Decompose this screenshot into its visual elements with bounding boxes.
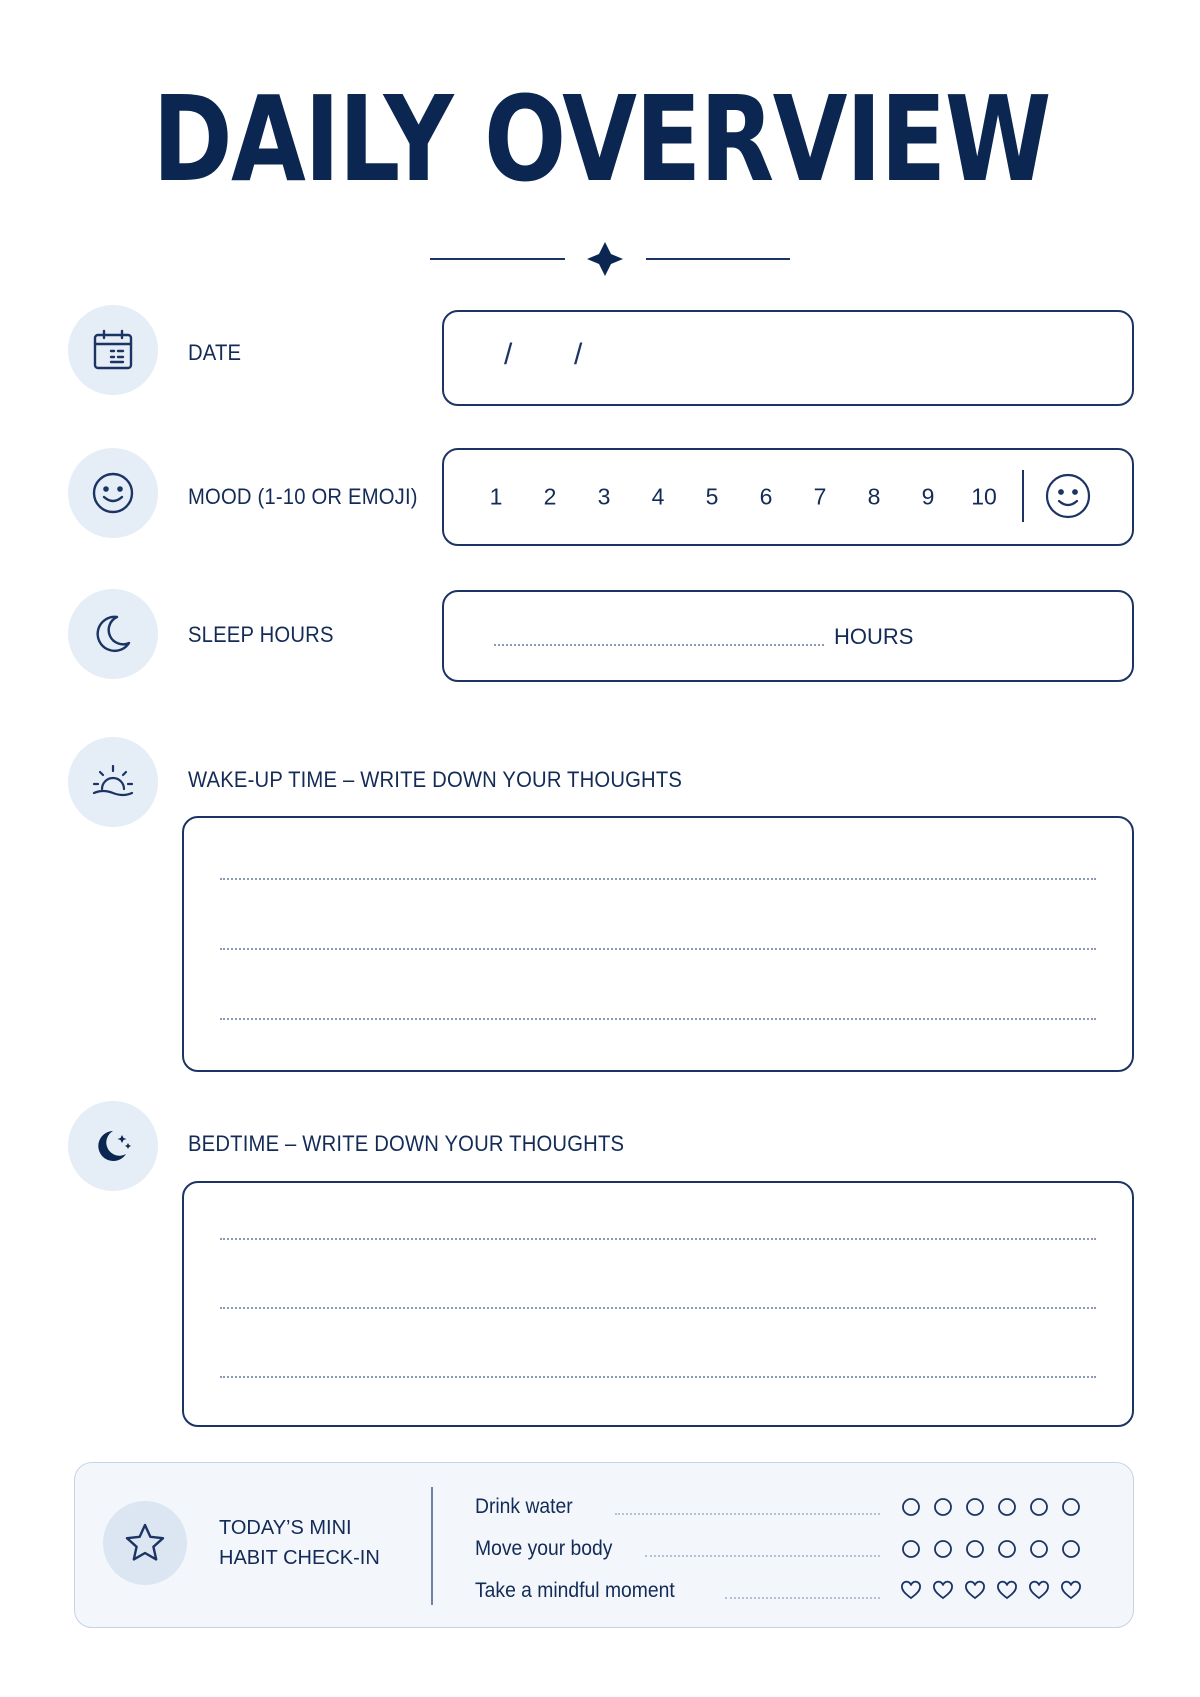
habit-name: Drink water — [475, 1495, 573, 1518]
habit-leader-dots — [645, 1555, 880, 1557]
habit-leader-dots — [615, 1513, 880, 1515]
wake-label: WAKE-UP TIME – WRITE DOWN YOUR THOUGHTS — [188, 767, 683, 792]
circle-checkbox[interactable] — [1060, 1496, 1082, 1518]
writing-line — [220, 1238, 1096, 1240]
date-label: DATE — [188, 340, 242, 365]
mood-option[interactable]: 7 — [813, 483, 827, 510]
moon-stars-icon — [68, 1101, 158, 1191]
bedtime-label: BEDTIME – WRITE DOWN YOUR THOUGHTS — [188, 1131, 625, 1156]
habit-checkboxes — [900, 1538, 1082, 1560]
circle-checkbox[interactable] — [996, 1538, 1018, 1560]
habit-separator — [431, 1487, 433, 1605]
heart-icon[interactable] — [1060, 1580, 1082, 1602]
circle-checkbox[interactable] — [964, 1496, 986, 1518]
smiley-icon[interactable] — [1044, 472, 1092, 520]
mood-option[interactable]: 5 — [705, 483, 719, 510]
circle-checkbox[interactable] — [1028, 1496, 1050, 1518]
mood-option[interactable]: 8 — [867, 483, 881, 510]
mood-field[interactable] — [442, 448, 1134, 546]
mood-scale — [444, 450, 1132, 544]
habit-checkin-panel — [74, 1462, 1134, 1628]
crescent-moon-icon — [68, 589, 158, 679]
habit-name: Move your body — [475, 1537, 613, 1560]
circle-checkbox[interactable] — [932, 1496, 954, 1518]
date-separator: / — [504, 338, 513, 371]
date-separator: / — [574, 338, 583, 371]
bedtime-notes-area[interactable] — [182, 1181, 1134, 1427]
circle-checkbox[interactable] — [900, 1538, 922, 1560]
writing-line — [220, 1307, 1096, 1309]
habit-title-line: TODAY’S MINI — [219, 1517, 352, 1539]
date-field[interactable] — [442, 310, 1134, 406]
sunrise-icon — [68, 737, 158, 827]
habit-leader-dots — [725, 1597, 880, 1599]
habit-row — [475, 1535, 1105, 1565]
sparkle-icon — [587, 242, 623, 276]
habit-checkboxes — [900, 1496, 1082, 1518]
page-title: DAILY OVERVIEW — [152, 70, 1050, 208]
heart-icon[interactable] — [932, 1580, 954, 1602]
circle-checkbox[interactable] — [900, 1496, 922, 1518]
smiley-icon — [68, 448, 158, 538]
mood-option[interactable]: 1 — [489, 483, 503, 510]
circle-checkbox[interactable] — [932, 1538, 954, 1560]
writing-line — [220, 1376, 1096, 1378]
sleep-label: SLEEP HOURS — [188, 622, 334, 647]
habit-row — [475, 1577, 1105, 1607]
circle-checkbox[interactable] — [964, 1538, 986, 1560]
mood-label: MOOD (1-10 OR EMOJI) — [188, 484, 418, 509]
heart-icon[interactable] — [996, 1580, 1018, 1602]
calendar-icon — [68, 305, 158, 395]
mood-separator — [1022, 470, 1024, 522]
sleep-field[interactable] — [442, 590, 1134, 682]
writing-line — [220, 878, 1096, 880]
writing-line — [220, 1018, 1096, 1020]
habit-name: Take a mindful moment — [475, 1579, 675, 1602]
mood-option[interactable]: 2 — [543, 483, 557, 510]
circle-checkbox[interactable] — [1060, 1538, 1082, 1560]
mood-option[interactable]: 9 — [921, 483, 935, 510]
circle-checkbox[interactable] — [996, 1496, 1018, 1518]
habit-row — [475, 1493, 1105, 1523]
heart-icon[interactable] — [1028, 1580, 1050, 1602]
habit-title — [219, 1513, 380, 1573]
writing-line — [220, 948, 1096, 950]
heart-icon[interactable] — [900, 1580, 922, 1602]
mood-option[interactable]: 4 — [651, 483, 665, 510]
habit-checkboxes — [900, 1580, 1082, 1602]
habit-title-line: HABIT CHECK-IN — [219, 1547, 380, 1569]
star-icon — [103, 1501, 187, 1585]
sleep-input-line — [494, 644, 824, 646]
mood-option[interactable]: 3 — [597, 483, 611, 510]
mood-option[interactable]: 6 — [759, 483, 773, 510]
heart-icon[interactable] — [964, 1580, 986, 1602]
wake-notes-area[interactable] — [182, 816, 1134, 1072]
title-divider — [430, 240, 790, 280]
mood-option[interactable]: 10 — [971, 483, 997, 510]
circle-checkbox[interactable] — [1028, 1538, 1050, 1560]
hours-label: HOURS — [834, 624, 914, 649]
